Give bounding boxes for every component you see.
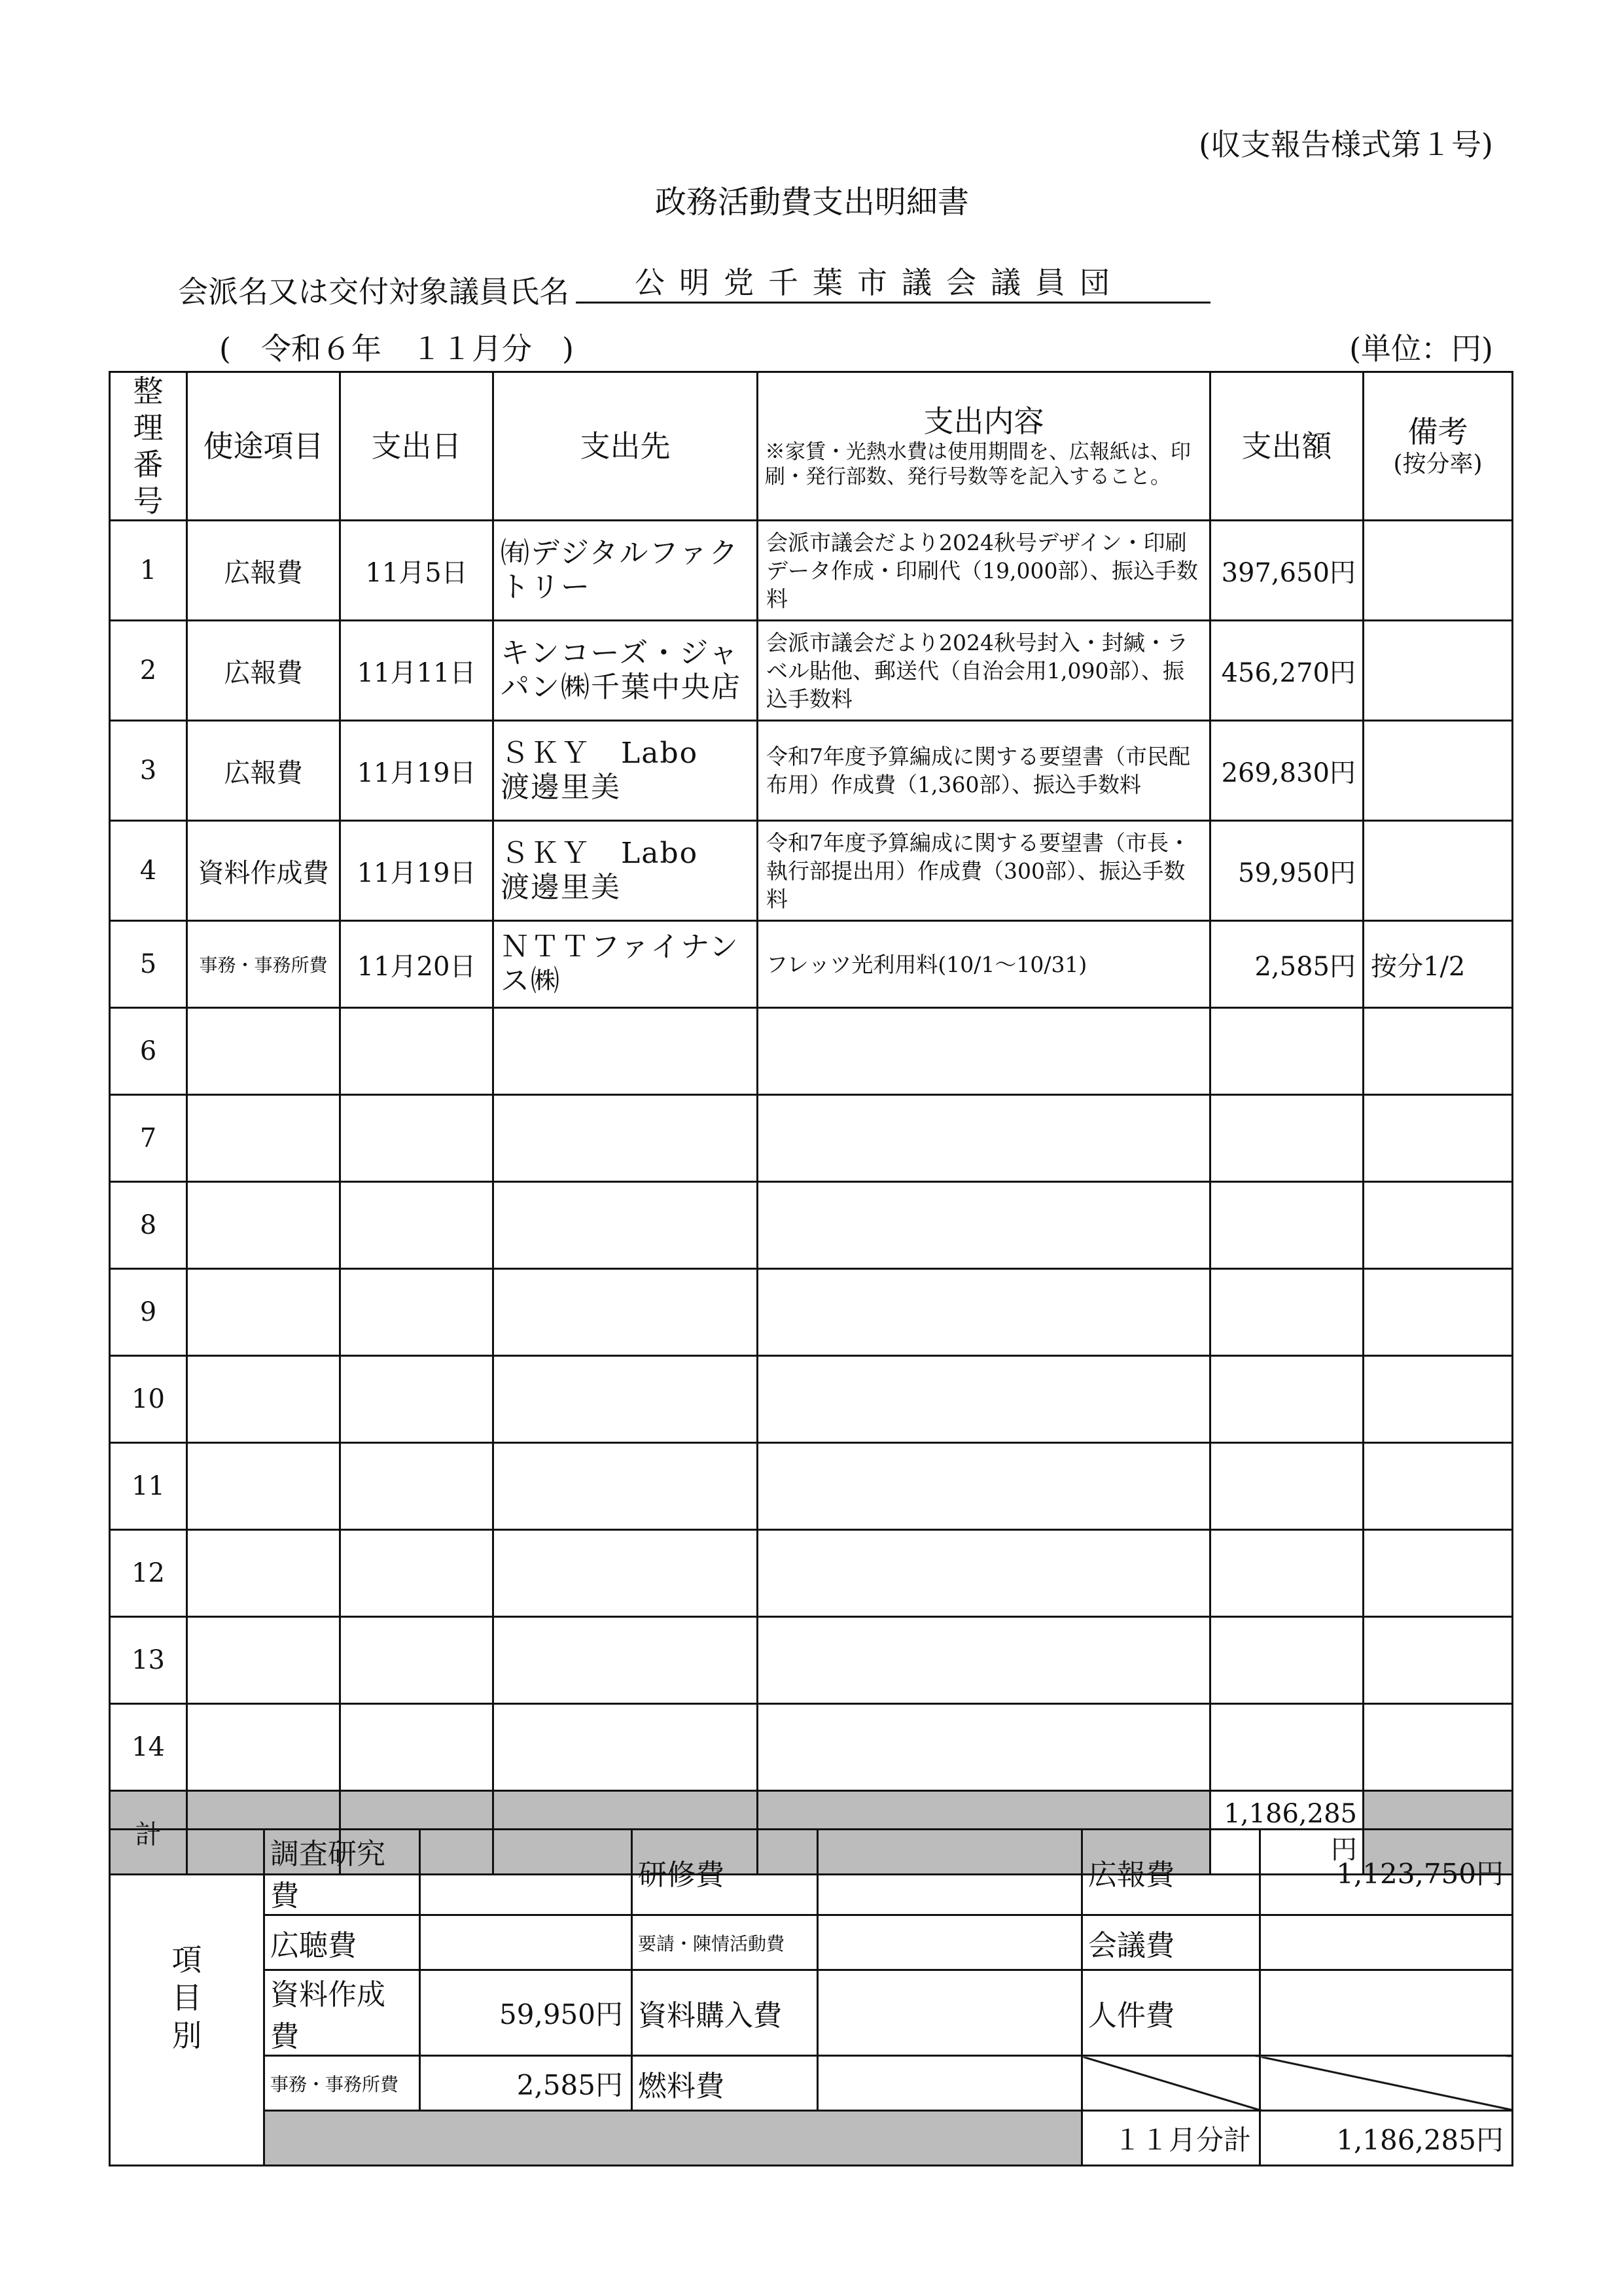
row-category: 事務・事務所費 [187, 921, 340, 1008]
header-content-note: ※家賃・光熱水費は使用期間を、広報紙は、印刷・発行部数、発行号数等を記入すること。 [765, 440, 1191, 489]
diagonal-cell [1082, 2056, 1260, 2111]
row-amount: 59,950円 [1210, 821, 1364, 921]
label-shiryo-sakusei: 資料作成費 [264, 1970, 420, 2056]
row-amount: 2,585円 [1210, 921, 1364, 1008]
row-number: 10 [110, 1356, 187, 1443]
header-content-title: 支出内容 [923, 404, 1044, 439]
label-kouhou: 広報費 [1082, 1830, 1260, 1915]
row-content: 令和7年度予算編成に関する要望書（市長・執行部提出用）作成費（300部）、振込手数料 [758, 821, 1210, 921]
row-remarks [1364, 621, 1513, 721]
row-date: 11月5日 [340, 521, 493, 621]
row-category: 広報費 [187, 521, 340, 621]
row-number: 1 [110, 521, 187, 621]
diagonal-cell [1260, 2056, 1513, 2111]
faction-label: 会派名又は交付対象議員氏名 [178, 274, 569, 309]
row-date: 11月19日 [340, 721, 493, 821]
value-shiryo-kounyu [818, 1970, 1082, 2056]
header-remarks: 備考 (按分率) [1364, 372, 1513, 521]
page-title: 政務活動費支出明細書 [654, 184, 969, 220]
month-total-label: １１月分計 [1082, 2111, 1260, 2166]
table-row [110, 1356, 1513, 1443]
label-kouchou: 広聴費 [264, 1915, 420, 1970]
label-nenryo: 燃料費 [632, 2056, 818, 2111]
row-number: 13 [110, 1617, 187, 1704]
row-amount: 456,270円 [1210, 621, 1364, 721]
table-row [110, 1008, 1513, 1095]
value-kouhou: 1,123,750円 [1260, 1830, 1513, 1915]
value-nenryo [818, 2056, 1082, 2111]
unit-label: (単位：円) [1349, 331, 1493, 366]
header-amount: 支出額 [1210, 372, 1364, 521]
expense-table [109, 371, 1513, 1875]
row-date: 11月11日 [340, 621, 493, 721]
row-date: 11月20日 [340, 921, 493, 1008]
label-kenshu: 研修費 [632, 1830, 818, 1915]
row-payee: ＳＫＹ Labo 渡邊里美 [493, 721, 758, 821]
table-row [110, 1704, 1513, 1791]
row-number: 6 [110, 1008, 187, 1095]
row-content: フレッツ光利用料(10/1〜10/31) [758, 921, 1210, 1008]
total-amount: 1,186,285円 [1210, 1791, 1364, 1875]
table-row [110, 621, 1513, 721]
table-row [110, 721, 1513, 821]
reporting-period: ( 令和６年 １１月分 ) [219, 331, 574, 366]
row-content: 令和7年度予算編成に関する要望書（市民配布用）作成費（1,360部）、振込手数料 [758, 721, 1210, 821]
table-row [110, 1269, 1513, 1356]
row-number: 8 [110, 1182, 187, 1269]
value-yousei [818, 1915, 1082, 1970]
row-remarks [1364, 721, 1513, 821]
gray-filler [264, 2111, 1082, 2166]
row-number: 2 [110, 621, 187, 721]
total-label: 計 [110, 1791, 187, 1875]
row-category: 広報費 [187, 621, 340, 721]
month-total-value: 1,186,285円 [1260, 2111, 1513, 2166]
header-date: 支出日 [340, 372, 493, 521]
row-number: 7 [110, 1095, 187, 1182]
row-remarks: 按分1/2 [1364, 921, 1513, 1008]
row-amount: 269,830円 [1210, 721, 1364, 821]
row-number: 5 [110, 921, 187, 1008]
row-number: 3 [110, 721, 187, 821]
header-content [758, 372, 1210, 521]
row-payee: ＳＫＹ Labo 渡邊里美 [493, 821, 758, 921]
row-payee: ＮＴＴファイナンス㈱ [493, 921, 758, 1008]
row-remarks [1364, 821, 1513, 921]
value-jinken [1260, 1970, 1513, 2056]
value-kouchou [420, 1915, 632, 1970]
table-row [110, 1530, 1513, 1617]
row-date: 11月19日 [340, 821, 493, 921]
header-payee: 支出先 [493, 372, 758, 521]
row-content: 会派市議会だより2024秋号デザイン・印刷データ作成・印刷代（19,000部）、振込手数料 [758, 521, 1210, 621]
row-number: 9 [110, 1269, 187, 1356]
label-jimu: 事務・事務所費 [264, 2056, 420, 2111]
value-kaigi [1260, 1915, 1513, 1970]
row-number: 12 [110, 1530, 187, 1617]
row-number: 14 [110, 1704, 187, 1791]
table-row [110, 1617, 1513, 1704]
row-content: 会派市議会だより2024秋号封入・封緘・ラベル貼他、郵送代（自治会用1,090部）、振込手数料 [758, 621, 1210, 721]
row-payee: キンコーズ・ジャパン㈱千葉中央店 [493, 621, 758, 721]
table-row [110, 1443, 1513, 1530]
row-number: 11 [110, 1443, 187, 1530]
table-row [110, 1182, 1513, 1269]
row-category: 資料作成費 [187, 821, 340, 921]
header-category: 使途項目 [187, 372, 340, 521]
category-side-label: 項目別 [110, 1830, 264, 2166]
faction-name: 公明党千葉市議会議員団 [576, 262, 1210, 304]
value-chousa [420, 1830, 632, 1915]
table-row [110, 521, 1513, 621]
form-number: (収支報告様式第１号) [1199, 127, 1493, 162]
label-jinken: 人件費 [1082, 1970, 1260, 2056]
row-amount: 397,650円 [1210, 521, 1364, 621]
row-payee: ㈲デジタルファクトリー [493, 521, 758, 621]
row-number: 4 [110, 821, 187, 921]
value-jimu: 2,585円 [420, 2056, 632, 2111]
label-shiryo-kounyu: 資料購入費 [632, 1970, 818, 2056]
label-kaigi: 会議費 [1082, 1915, 1260, 1970]
row-remarks [1364, 521, 1513, 621]
table-row [110, 821, 1513, 921]
value-shiryo-sakusei: 59,950円 [420, 1970, 632, 2056]
row-category: 広報費 [187, 721, 340, 821]
table-header-row [110, 372, 1513, 521]
table-row [110, 1095, 1513, 1182]
label-yousei: 要請・陳情活動費 [632, 1915, 818, 1970]
label-chousa: 調査研究費 [264, 1830, 420, 1915]
value-kenshu [818, 1830, 1082, 1915]
header-number: 整理番号 [110, 372, 187, 521]
table-row [110, 921, 1513, 1008]
category-summary-table [109, 1828, 1513, 2166]
